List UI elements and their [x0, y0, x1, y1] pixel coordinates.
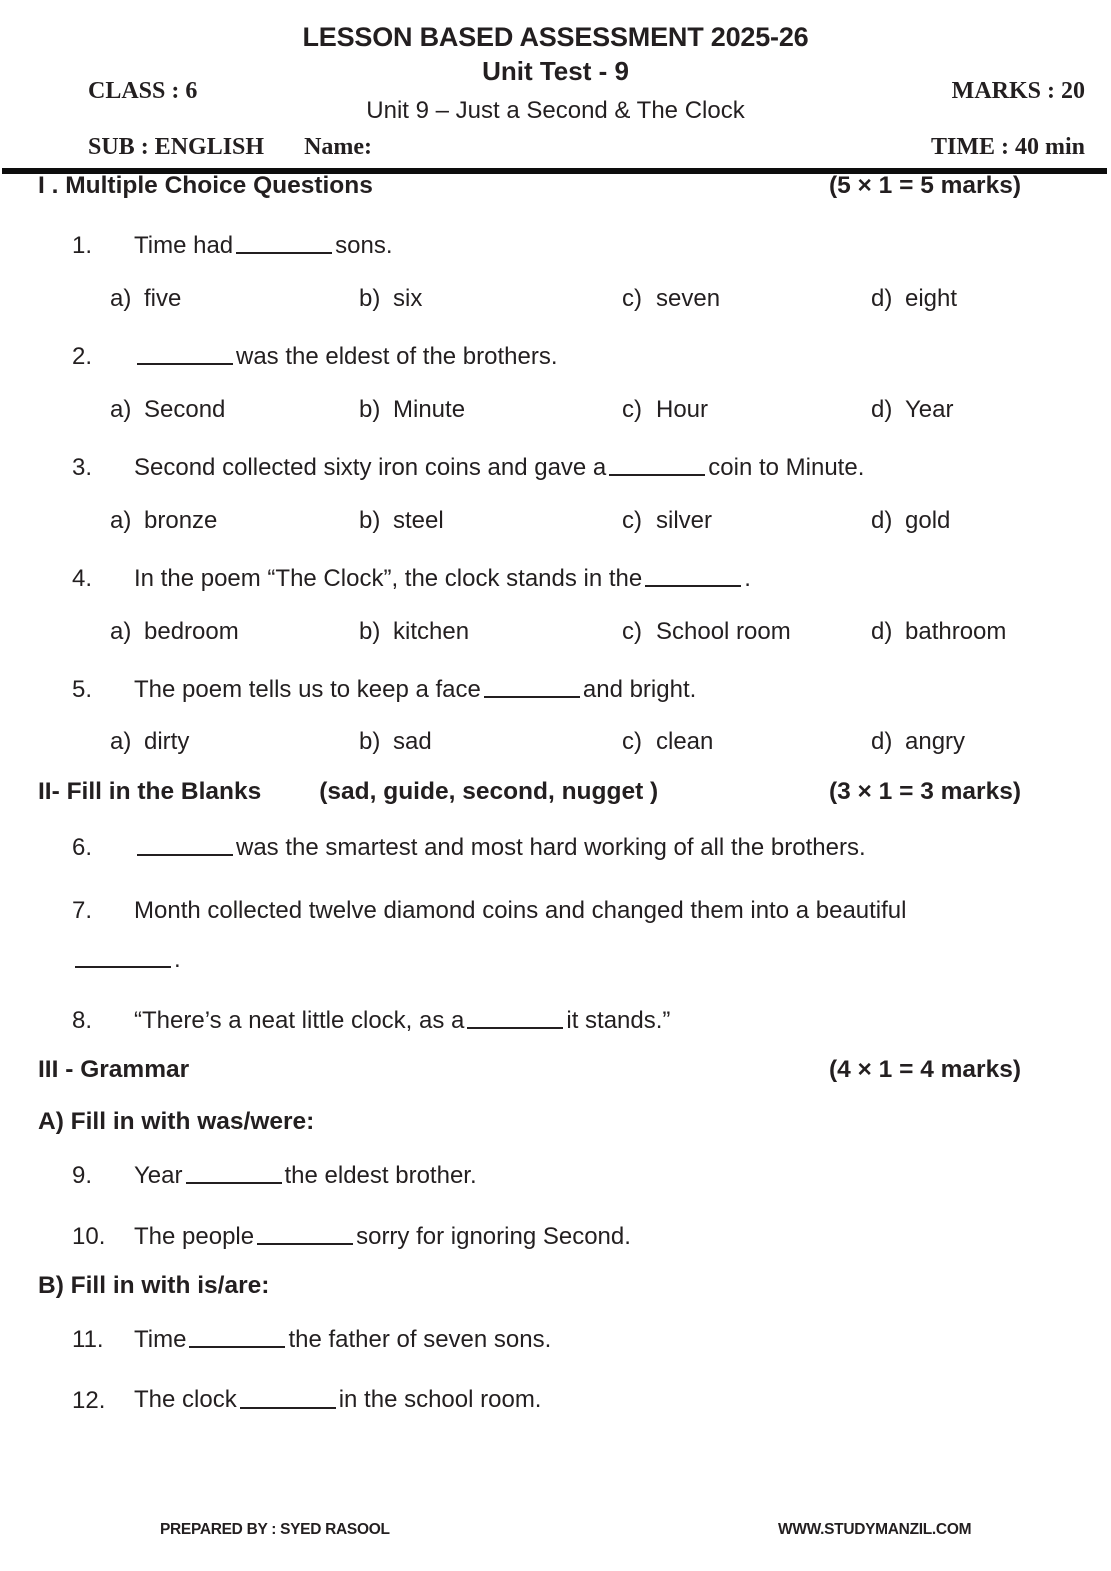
question-row	[22, 341, 1089, 372]
option-letter: b)	[359, 728, 381, 756]
option-letter: a)	[110, 728, 132, 756]
option-label: Second	[144, 395, 226, 423]
question-number: 12.	[72, 1386, 106, 1414]
section-title-grammar: III - Grammar	[38, 1055, 190, 1083]
option-c[interactable]	[622, 507, 712, 535]
answer-blank[interactable]	[189, 1324, 285, 1348]
question-text-after: it stands.”	[566, 1007, 671, 1034]
time-label: TIME : 40 min	[930, 134, 1085, 160]
question-text-after: sorry for ignoring Second.	[356, 1222, 631, 1250]
question-text	[134, 1324, 1089, 1355]
option-label: gold	[905, 506, 951, 534]
option-letter: b)	[359, 617, 381, 645]
option-label: Year	[905, 395, 954, 423]
question-row	[22, 563, 1089, 594]
option-letter: b)	[359, 395, 381, 423]
question-text	[134, 674, 1089, 705]
class-label: CLASS : 6	[88, 78, 198, 104]
answer-blank[interactable]	[236, 230, 332, 254]
subject-label: SUB : ENGLISH	[88, 134, 265, 160]
option-letter: c)	[622, 728, 642, 756]
option-a[interactable]	[110, 507, 217, 535]
answer-blank[interactable]	[645, 563, 741, 587]
question-text	[134, 230, 1089, 261]
marks-label: MARKS : 20	[951, 78, 1085, 104]
question-text-before: The clock	[134, 1386, 237, 1414]
option-label: silver	[656, 506, 713, 534]
question-text	[134, 1384, 1089, 1415]
question-text	[134, 1005, 1089, 1036]
option-row	[22, 396, 1089, 426]
question-text-after: sons.	[335, 232, 393, 260]
option-label: five	[144, 284, 182, 312]
option-label: Minute	[393, 395, 466, 423]
option-a[interactable]	[110, 396, 225, 424]
option-b[interactable]	[359, 728, 432, 756]
title-block	[22, 22, 1089, 127]
question-row	[22, 1160, 1089, 1191]
option-label: steel	[393, 506, 444, 534]
question-text	[134, 1160, 1089, 1191]
option-c[interactable]	[622, 285, 720, 313]
question-text-before: The people	[134, 1222, 255, 1250]
page-subtitle: Unit Test - 9	[482, 55, 629, 86]
option-letter: d)	[871, 284, 893, 312]
section-title-mcq: I . Multiple Choice Questions	[38, 172, 373, 199]
answer-blank[interactable]	[137, 832, 233, 856]
option-row	[22, 728, 1089, 758]
option-row	[22, 507, 1089, 537]
option-letter: d)	[871, 728, 893, 756]
option-letter: d)	[871, 506, 893, 534]
option-label: dirty	[144, 728, 190, 756]
option-letter: a)	[110, 284, 132, 312]
name-field-label[interactable]: Name:	[304, 134, 373, 160]
option-label: sad	[393, 728, 432, 756]
subsection-title-is-are: B) Fill in with is/are:	[38, 1271, 270, 1299]
option-b[interactable]	[359, 507, 444, 535]
question-text	[134, 452, 1089, 483]
question-number: 7.	[72, 897, 93, 925]
option-letter: a)	[110, 395, 132, 423]
question-text-before: Time	[134, 1325, 187, 1353]
subsection-title-was-were: A) Fill in with was/were:	[38, 1107, 315, 1135]
option-label: Hour	[656, 395, 709, 423]
page-title: LESSON BASED ASSESSMENT 2025-26	[302, 22, 809, 52]
option-row	[22, 285, 1089, 315]
option-label: kitchen	[393, 617, 470, 645]
question-text-after: was the eldest of the brothers.	[236, 342, 558, 370]
option-a[interactable]	[110, 285, 181, 313]
option-a[interactable]	[110, 728, 189, 756]
option-label: bronze	[144, 506, 218, 534]
option-row	[22, 618, 1089, 648]
option-label: six	[393, 284, 423, 312]
section-header-fill-blanks	[22, 778, 1089, 806]
answer-blank[interactable]	[75, 944, 171, 968]
question-number: 10.	[72, 1222, 106, 1250]
option-d[interactable]	[871, 728, 965, 756]
question-text	[134, 563, 1089, 594]
question-number: 5.	[72, 675, 93, 703]
option-letter: d)	[871, 617, 893, 645]
answer-blank[interactable]	[137, 341, 233, 365]
option-letter: a)	[110, 617, 132, 645]
option-letter: c)	[622, 395, 642, 423]
section-title-fill-blanks: II- Fill in the Blanks	[38, 778, 262, 806]
question-number: 11.	[72, 1325, 104, 1353]
option-d[interactable]	[871, 396, 954, 424]
section-header-mcq	[22, 172, 1089, 200]
question-row	[22, 674, 1089, 705]
option-label: bedroom	[144, 617, 239, 645]
answer-blank[interactable]	[240, 1384, 336, 1408]
question-number: 4.	[72, 564, 93, 592]
answer-blank[interactable]	[467, 1005, 563, 1029]
question-number: 1.	[72, 232, 93, 260]
option-label: clean	[656, 728, 714, 756]
question-text-after: in the school room.	[338, 1386, 542, 1414]
option-c[interactable]	[622, 728, 713, 756]
question-text-after: coin to Minute.	[708, 453, 865, 481]
question-row	[22, 897, 1089, 926]
question-text	[134, 1221, 1089, 1252]
question-text-after: the eldest brother.	[284, 1161, 477, 1189]
section-marks-fill-blanks: (3 × 1 = 3 marks)	[828, 778, 1021, 806]
page-header	[22, 0, 1089, 160]
question-text	[134, 897, 1089, 926]
option-a[interactable]	[110, 618, 239, 646]
option-b[interactable]	[359, 396, 465, 424]
question-row	[22, 230, 1089, 261]
question-continuation	[22, 944, 1089, 975]
option-label: angry	[905, 728, 966, 756]
question-text-before: Month collected twelve diamond coins and changed them into a beautiful	[134, 897, 907, 925]
option-letter: d)	[871, 395, 893, 423]
question-number: 2.	[72, 342, 93, 370]
question-text-before: Time had	[134, 232, 234, 260]
option-letter: a)	[110, 506, 132, 534]
option-b[interactable]	[359, 618, 469, 646]
question-row	[22, 1324, 1089, 1355]
answer-blank[interactable]	[609, 452, 705, 476]
question-text-before: The poem tells us to keep a face	[134, 675, 481, 703]
question-text-before: Year	[134, 1161, 183, 1189]
question-row	[22, 1221, 1089, 1252]
question-text-before: “There’s a neat little clock, as a	[134, 1007, 465, 1034]
question-text-after: .	[744, 564, 751, 592]
unit-line: Unit 9 – Just a Second & The Clock	[366, 97, 745, 125]
question-text	[134, 341, 1089, 372]
option-letter: b)	[359, 506, 381, 534]
option-label: eight	[905, 284, 958, 312]
question-row	[22, 832, 1089, 863]
option-label: School room	[656, 617, 791, 645]
question-row	[22, 452, 1089, 483]
prepared-by-label: PREPARED BY : SYED RASOOL	[160, 1521, 390, 1538]
question-number: 6.	[72, 834, 93, 862]
option-letter: c)	[622, 284, 642, 312]
option-label: bathroom	[905, 617, 1007, 645]
question-number: 8.	[72, 1007, 93, 1034]
section-header-grammar	[22, 1056, 1089, 1084]
question-number: 9.	[72, 1161, 93, 1189]
option-d[interactable]	[871, 618, 1006, 646]
option-label: seven	[656, 284, 721, 312]
question-row	[22, 1005, 1089, 1036]
question-row	[22, 1384, 1089, 1415]
section-marks-grammar: (4 × 1 = 4 marks)	[828, 1055, 1021, 1083]
page-footer	[0, 1521, 1111, 1545]
option-letter: c)	[622, 617, 642, 645]
option-c[interactable]	[622, 396, 708, 424]
option-d[interactable]	[871, 507, 950, 535]
option-b[interactable]	[359, 285, 422, 313]
option-letter: c)	[622, 506, 642, 534]
option-d[interactable]	[871, 285, 957, 313]
answer-blank[interactable]	[484, 674, 580, 698]
worksheet-content	[22, 148, 1089, 1415]
question-text-after: was the smartest and most hard working of all the brothers.	[236, 834, 866, 862]
question-text-before: Second collected sixty iron coins and gave a	[134, 453, 607, 481]
website-label: WWW.STUDYMANZIL.COM	[778, 1521, 972, 1538]
option-letter: b)	[359, 284, 381, 312]
section-marks-mcq: (5 × 1 = 5 marks)	[828, 172, 1021, 199]
question-text	[134, 832, 1089, 863]
question-text-after: and bright.	[582, 675, 697, 703]
word-bank: (sad, guide, second, nugget )	[319, 778, 659, 806]
question-text-after: the father of seven sons.	[288, 1325, 552, 1353]
answer-blank[interactable]	[186, 1160, 282, 1184]
question-number: 3.	[72, 453, 93, 481]
question-continuation-text: .	[174, 946, 181, 974]
answer-blank[interactable]	[257, 1221, 353, 1245]
question-text-before: In the poem “The Clock”, the clock stands in the	[134, 564, 643, 592]
option-c[interactable]	[622, 618, 791, 646]
